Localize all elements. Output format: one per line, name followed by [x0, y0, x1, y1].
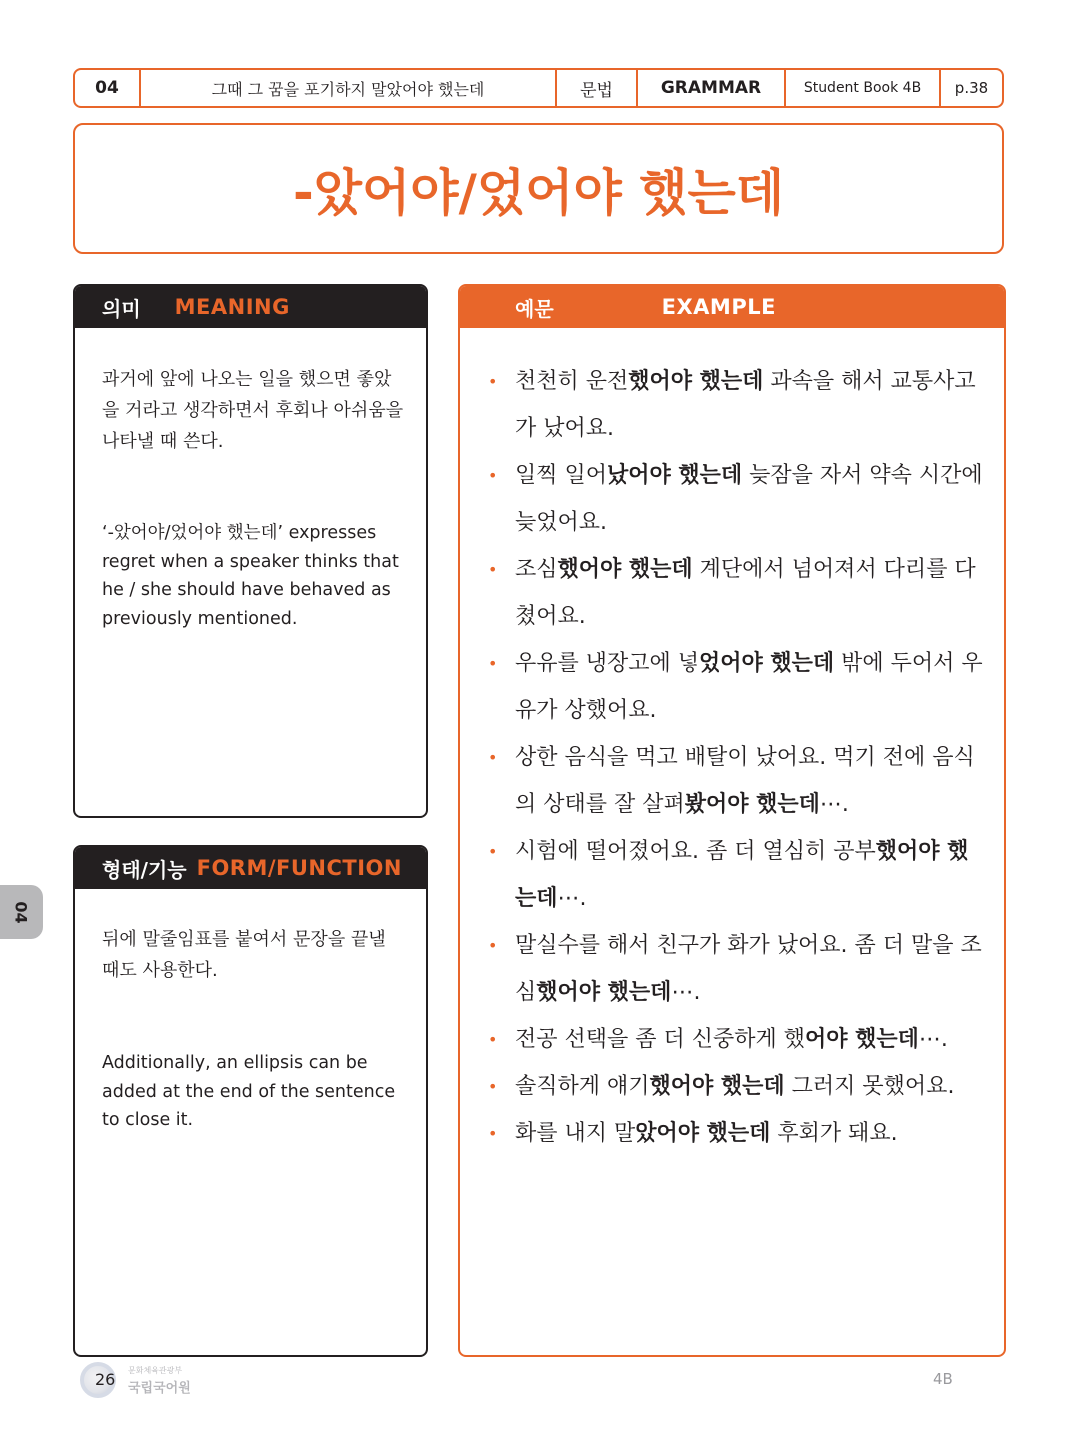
example-text: 과속을 해서 교통사고가 났어요. [515, 369, 976, 441]
example-grammar-highlight: 했어야 했는데 [649, 1074, 785, 1099]
example-sentence [460, 922, 1006, 1016]
institute-name: 국립국어원 [128, 1381, 191, 1396]
example-text: 천천히 운전 [515, 369, 629, 394]
example-text: 조심 [515, 557, 558, 582]
meaning-heading-en: MEANING [174, 295, 290, 319]
form-panel-header [75, 847, 426, 889]
chapter-side-tab-label: 04 [11, 900, 31, 924]
bullet-icon: • [488, 372, 498, 391]
example-text: 화를 내지 말 [515, 1121, 636, 1146]
example-sentence [460, 828, 1006, 922]
form-text-en: Additionally, an ellipsis can be added at the end of the sentence to close it. [102, 1053, 396, 1130]
example-grammar-highlight: 났어야 했는데 [607, 463, 743, 488]
meaning-panel-header [75, 286, 426, 328]
chapter-side-tab [0, 885, 43, 939]
example-grammar-highlight: 었어야 했는데 [699, 651, 835, 676]
ministry-name: 문화체육관광부 [128, 1366, 183, 1375]
example-panel-header [460, 286, 1004, 328]
bullet-icon: • [488, 560, 498, 579]
example-grammar-highlight: 했어야 했는데 [515, 839, 969, 911]
example-grammar-highlight: 어야 했는데 [805, 1027, 919, 1052]
example-text: 말실수를 해서 친구가 화가 났어요. 좀 더 말을 조심 [515, 933, 982, 1005]
category-label-en: GRAMMAR [638, 70, 786, 106]
example-text: 후회가 돼요. [770, 1121, 898, 1146]
bullet-icon: • [488, 466, 498, 485]
example-text: 시험에 떨어졌어요. 좀 더 열심히 공부 [515, 839, 876, 864]
bullet-icon: • [488, 842, 498, 861]
example-text: 솔직하게 얘기 [515, 1074, 650, 1099]
bullet-icon: • [488, 1077, 498, 1096]
example-sentence [460, 640, 1006, 734]
grammar-title: -았어야/었어야 했는데 [292, 163, 785, 222]
example-sentence [460, 1016, 1006, 1063]
example-text: 늦잠을 자서 약속 시간에 늦었어요. [515, 463, 983, 535]
example-grammar-highlight: 했어야 했는데 [536, 980, 672, 1005]
example-sentence [460, 452, 1006, 546]
example-heading-ko: 예문 [515, 296, 554, 321]
example-grammar-highlight: 봤어야 했는데 [684, 792, 820, 817]
page-reference: p.38 [954, 79, 989, 97]
example-text: ⋯. [671, 980, 701, 1005]
example-text: ⋯. [819, 792, 849, 817]
example-text: 전공 선택을 좀 더 신중하게 했 [515, 1027, 805, 1052]
example-grammar-highlight: 했어야 했는데 [628, 369, 764, 394]
example-heading-en: EXAMPLE [661, 295, 776, 319]
bullet-icon: • [488, 654, 498, 673]
example-sentence [460, 1110, 1006, 1157]
lesson-title: 그때 그 꿈을 포기하지 말았어야 했는데 [141, 70, 557, 106]
example-text: 그러지 못했어요. [784, 1074, 955, 1099]
lesson-number: 04 [75, 70, 141, 106]
example-panel [458, 284, 1006, 1357]
form-text-ko: 뒤에 말줄임표를 붙여서 문장을 끝낼 때도 사용한다. [102, 929, 386, 981]
example-text: ⋯. [557, 886, 587, 911]
page-number: 26 [95, 1370, 116, 1389]
form-heading-ko: 형태/기능 [102, 857, 187, 882]
form-heading-en: FORM/FUNCTION [196, 856, 402, 880]
category-label: 문법 [557, 70, 638, 106]
level-label: 4B [933, 1370, 953, 1388]
example-text: 밖에 두어서 우유가 상했어요. [515, 651, 983, 723]
example-text: 일찍 일어 [515, 463, 608, 488]
form-function-panel [73, 845, 428, 1357]
meaning-text-en: ‘-았어야/었어야 했는데’ expresses regret when a speaker thinks that he / she should have behaved as previously mentioned. [102, 523, 399, 629]
example-list [460, 358, 1006, 1157]
example-sentence [460, 546, 1006, 640]
example-text: 우유를 냉장고에 넣 [515, 651, 700, 676]
meaning-panel [73, 284, 428, 818]
bullet-icon: • [488, 1124, 498, 1143]
bullet-icon: • [488, 936, 498, 955]
example-text: 계단에서 넘어져서 다리를 다쳤어요. [515, 557, 976, 629]
example-sentence [460, 734, 1006, 828]
example-sentence [460, 358, 1006, 452]
bullet-icon: • [488, 748, 498, 767]
book-label: Student Book 4B [786, 70, 941, 106]
meaning-heading-ko: 의미 [102, 296, 141, 321]
example-text: ⋯. [918, 1027, 948, 1052]
meaning-text-ko: 과거에 앞에 나오는 일을 했으면 좋았을 거라고 생각하면서 후회나 아쉬움을 나타낼 때 쓴다. [102, 369, 404, 452]
example-grammar-highlight: 았어야 했는데 [635, 1121, 771, 1146]
example-sentence [460, 1063, 1006, 1110]
lesson-header-bar [73, 68, 1004, 108]
example-text: 상한 음식을 먹고 배탈이 났어요. 먹기 전에 음식의 상태를 잘 살펴 [515, 745, 975, 817]
example-grammar-highlight: 했어야 했는데 [557, 557, 693, 582]
bullet-icon: • [488, 1030, 498, 1049]
grammar-title-box [73, 123, 1004, 254]
